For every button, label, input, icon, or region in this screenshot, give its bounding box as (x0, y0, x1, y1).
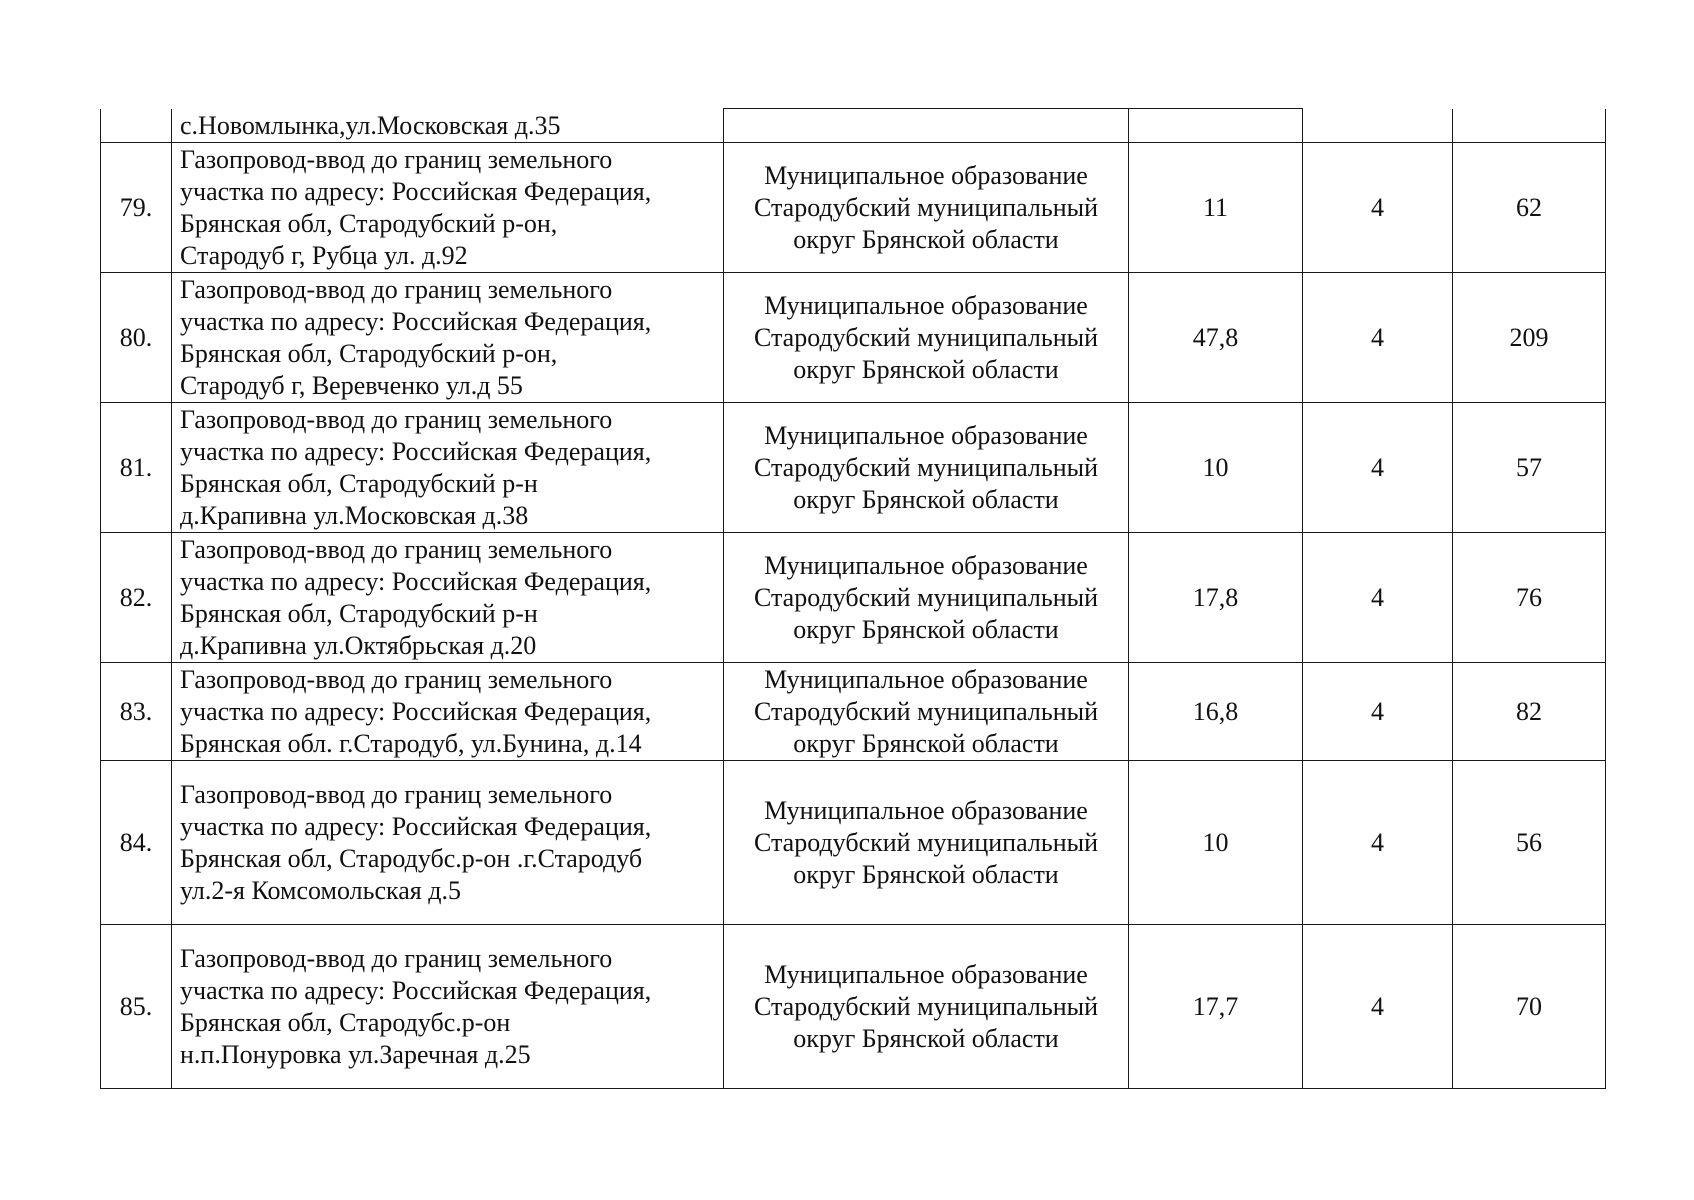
object-description-cell (172, 925, 724, 1089)
owner-line: Стародубский муниципальный (753, 192, 1098, 222)
value-cell: 82 (1453, 663, 1606, 761)
object-line: Стародуб г, Рубца ул. д.92 (180, 240, 468, 270)
owner-line: Муниципальное образование (764, 550, 1088, 580)
row-number-cell (101, 109, 172, 143)
object-line: Газопровод-ввод до границ земельного (180, 534, 613, 564)
continuation-row (101, 109, 1606, 143)
owner-cell (724, 403, 1129, 533)
owner-line: Стародубский муниципальный (753, 582, 1098, 612)
length-cell: 16,8 (1129, 663, 1303, 761)
object-line: Газопровод-ввод до границ земельного (180, 144, 613, 174)
value-cell: 56 (1453, 761, 1606, 925)
object-description-cell (172, 663, 724, 761)
owner-cell (724, 925, 1129, 1089)
owner-line: Муниципальное образование (764, 420, 1088, 450)
owner-line: Стародубский муниципальный (753, 452, 1098, 482)
pressure-cell: 4 (1303, 403, 1453, 533)
object-line: Брянская обл, Стародубс.р-он (180, 1007, 511, 1037)
object-line: Брянская обл, Стародубс.р-он .г.Стародуб (180, 843, 643, 873)
table-row (101, 533, 1606, 663)
owner-line: округ Брянской области (793, 728, 1059, 758)
table-row (101, 925, 1606, 1089)
owner-cell (724, 663, 1129, 761)
object-description-cell (172, 109, 724, 143)
value-cell (1453, 109, 1606, 143)
pressure-cell (1303, 109, 1453, 143)
owner-line: Муниципальное образование (764, 959, 1088, 989)
owner-line: Стародубский муниципальный (753, 827, 1098, 857)
owner-cell (724, 533, 1129, 663)
object-line: Газопровод-ввод до границ земельного (180, 274, 613, 304)
object-line: Брянская обл, Стародубский р-он, (180, 338, 558, 368)
object-line: Газопровод-ввод до границ земельного (180, 943, 613, 973)
pressure-cell: 4 (1303, 273, 1453, 403)
row-number: 79. (101, 143, 172, 273)
object-line: Газопровод-ввод до границ земельного (180, 664, 613, 694)
object-line: н.п.Понуровка ул.Заречная д.25 (180, 1039, 531, 1069)
owner-line: округ Брянской области (793, 614, 1059, 644)
owner-line: Муниципальное образование (764, 290, 1088, 320)
pressure-cell: 4 (1303, 143, 1453, 273)
object-line: участка по адресу: Российская Федерация, (180, 811, 652, 841)
length-cell: 10 (1129, 761, 1303, 925)
owner-line: Стародубский муниципальный (753, 696, 1098, 726)
length-cell: 10 (1129, 403, 1303, 533)
owner-cell (724, 761, 1129, 925)
object-line: участка по адресу: Российская Федерация, (180, 975, 652, 1005)
owner-line: округ Брянской области (793, 354, 1059, 384)
length-cell: 47,8 (1129, 273, 1303, 403)
value-cell: 209 (1453, 273, 1606, 403)
object-line: Брянская обл, Стародубский р-н (180, 468, 538, 498)
length-cell: 17,7 (1129, 925, 1303, 1089)
value-cell: 70 (1453, 925, 1606, 1089)
owner-cell (724, 273, 1129, 403)
object-line: участка по адресу: Российская Федерация, (180, 696, 652, 726)
object-line: Газопровод-ввод до границ земельного (180, 404, 613, 434)
pressure-cell: 4 (1303, 663, 1453, 761)
row-number: 83. (101, 663, 172, 761)
owner-line: Муниципальное образование (764, 664, 1088, 694)
value-cell: 76 (1453, 533, 1606, 663)
row-number: 82. (101, 533, 172, 663)
gas-pipeline-registry-table (100, 108, 1606, 1089)
owner-cell (724, 109, 1129, 143)
value-cell: 62 (1453, 143, 1606, 273)
owner-cell (724, 143, 1129, 273)
continuation-text: с.Новомлынка,ул.Московская д.35 (180, 111, 561, 140)
row-number: 80. (101, 273, 172, 403)
object-description-cell (172, 403, 724, 533)
length-cell: 17,8 (1129, 533, 1303, 663)
table-row (101, 143, 1606, 273)
owner-line: Муниципальное образование (764, 795, 1088, 825)
table-row (101, 761, 1606, 925)
object-description-cell (172, 273, 724, 403)
object-line: Стародуб г, Веревченко ул.д 55 (180, 370, 523, 400)
row-number: 85. (101, 925, 172, 1089)
owner-line: округ Брянской области (793, 859, 1059, 889)
object-line: участка по адресу: Российская Федерация, (180, 306, 652, 336)
table-row (101, 403, 1606, 533)
object-line: Газопровод-ввод до границ земельного (180, 779, 613, 809)
owner-line: округ Брянской области (793, 1023, 1059, 1053)
value-cell: 57 (1453, 403, 1606, 533)
length-cell: 11 (1129, 143, 1303, 273)
owner-line: Стародубский муниципальный (753, 322, 1098, 352)
object-line: участка по адресу: Российская Федерация, (180, 176, 652, 206)
table-row (101, 663, 1606, 761)
object-description-cell (172, 533, 724, 663)
owner-line: Муниципальное образование (764, 160, 1088, 190)
object-description-cell (172, 761, 724, 925)
pressure-cell: 4 (1303, 761, 1453, 925)
length-cell (1129, 109, 1303, 143)
object-description-cell (172, 143, 724, 273)
row-number: 81. (101, 403, 172, 533)
row-number: 84. (101, 761, 172, 925)
owner-line: Стародубский муниципальный (753, 991, 1098, 1021)
pressure-cell: 4 (1303, 533, 1453, 663)
object-line: д.Крапивна ул.Московская д.38 (180, 500, 529, 530)
object-line: Брянская обл, Стародубский р-н (180, 598, 538, 628)
owner-line: округ Брянской области (793, 224, 1059, 254)
object-line: участка по адресу: Российская Федерация, (180, 566, 652, 596)
object-line: д.Крапивна ул.Октябрьская д.20 (180, 630, 537, 660)
object-line: Брянская обл. г.Стародуб, ул.Бунина, д.14 (180, 728, 642, 758)
table-row (101, 273, 1606, 403)
object-line: участка по адресу: Российская Федерация, (180, 436, 652, 466)
pressure-cell: 4 (1303, 925, 1453, 1089)
owner-line: округ Брянской области (793, 484, 1059, 514)
object-line: ул.2-я Комсомольская д.5 (180, 875, 461, 905)
object-line: Брянская обл, Стародубский р-он, (180, 208, 558, 238)
